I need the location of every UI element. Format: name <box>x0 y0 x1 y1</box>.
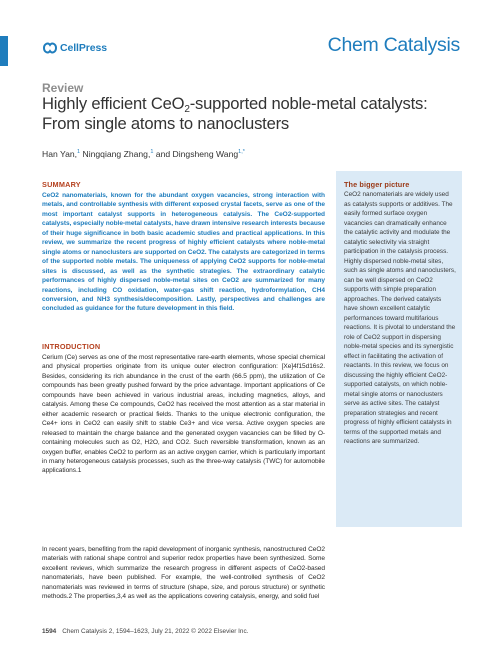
journal-title[interactable]: Chem Catalysis <box>327 34 460 56</box>
article-type: Review <box>42 81 84 95</box>
author-affiliation[interactable]: 1 <box>150 149 154 155</box>
title-part-2: -supported noble-metal catalysts: From single atoms to nanoclusters <box>42 94 428 133</box>
author-affiliation[interactable]: 1 <box>77 149 81 155</box>
author-affiliation[interactable]: 1,* <box>238 149 245 155</box>
summary-text: CeO2 nanomaterials, known for the abundant oxygen vacancies, strong interaction with metals, and controllable synthesis with different exposed crystal facets, serve as one of the most important catalyst supports in heterogeneous catalysis. The CeO2-supported catalysts, especially noble-metal catalysts, have drawn intensive research interests because of their huge significance in both basic academic studies and practical applications. In this review, we summarize the recent progress of highly efficient catalysts where noble-metal single atoms or nanoclusters are supported on CeO2. The catalysts are categorized in terms of the supported noble metals. The uniqueness of applying CeO2 supports for noble-metal sites is discussed, as well as the synthetic strategies. The extraordinary catalytic performances of highly dispersed noble-metal sites on CeO2 are summarized for many reactions, including CO oxidation, water-gas shift reaction, hydroformylation, CH4 conversion, and NH3 synthesis/decomposition. Lastly, perspectives and challenges are concluded as guidance for the future development in this field. <box>42 192 325 313</box>
page-footer <box>42 628 248 635</box>
author-name[interactable]: Ningqiang Zhang, <box>82 149 151 159</box>
author-name[interactable]: and Dingsheng Wang <box>155 149 239 159</box>
article-title <box>42 94 442 133</box>
publisher-name: CellPress <box>60 42 107 54</box>
author-list <box>42 149 245 159</box>
bigger-picture-text: CeO2 nanomaterials are widely used as catalysts supports or additives. The easily formed surface oxygen vacancies can dramatically enhance the catalytic activity and modulate the catalytic selectivity via straight participation in the catalysis process. Highly dispersed noble-metal sites, such as single atoms and nanoclusters, can be well dispersed on CeO2 supports with simple preparation approaches. The derived catalysts have shown excellent catalytic performances toward multifarious reactions. It is pivotal to understand the role of CeO2 support in dispersing noble-metal species and its synergistic effect in facilitating the activation of reactants. In this review, we focus on discussing the highly efficient CeO2-supported catalysts, on which noble-metal single atoms or nanoclusters serve as active sites. The catalyst preparation strategies and recent progress of highly efficient catalysts in terms of the supported metals and reactions are summarized. <box>344 191 456 445</box>
summary-heading: SUMMARY <box>42 180 81 189</box>
introduction-heading: INTRODUCTION <box>42 342 101 351</box>
introduction-paragraph-2: In recent years, benefiting from the rapid development of inorganic synthesis, nanostructured CeO2 materials with rational shape control and superior redox properties have been synthesized. Some excellent reviews, which summarize the research progress in different aspects of CeO2-based nanomaterials, have been published. For example, the well-controlled synthesis of CeO2 nanomaterials was reviewed in terms of structure (shape, size, and porous structure) or synthetic methods.2 The properties,3,4 as well as the applications covering catalysis, energy, and solid fuel <box>42 546 325 601</box>
introduction-paragraph-1: Cerium (Ce) serves as one of the most representative rare-earth elements, whose special chemical and physical properties originate from its unique outer electron configuration: [Xe]4f15d16s2. Besides, considering its rich abundance in the crust of the earth (66.5 ppm), the utilization of Ce compounds has been greatly pushed forward by the price advantage. Important applications of Ce compounds have been achieved in various industrial areas, including magnetics, alloys, and catalysis. Among these Ce compounds, CeO2 has received the most attention as a star material in either academic research or practical fields. Thanks to the unique electronic configuration, the Ce4+ ions in CeO2 can easily shift to stable Ce3+ and vice versa. Active oxygen species are released to maintain the charge balance and the generated oxygen vacancies can be filled by O-containing molecules such as O2, H2O, and CO2. Such reversible transformation, known as an oxygen buffer, enables CeO2 to perform as an active oxygen carrier, which is particularly important in many heterogeneous catalysis processes, such as the three-way catalysis (TWC) for automobile applications.1 <box>42 354 325 475</box>
citation: Chem Catalysis 2, 1594–1623, July 21, 2022 © 2022 Elsevier Inc. <box>62 628 249 635</box>
page-number: 1594 <box>42 628 57 635</box>
bigger-picture-heading: The bigger picture <box>344 180 410 189</box>
cellpress-logo-icon <box>43 42 57 54</box>
accent-tab <box>0 36 8 66</box>
title-subscript: 2 <box>184 104 190 115</box>
title-part-1: Highly efficient CeO <box>42 94 185 113</box>
page-header <box>0 0 502 80</box>
author-name[interactable]: Han Yan, <box>42 149 78 159</box>
publisher-logo[interactable] <box>43 42 107 54</box>
